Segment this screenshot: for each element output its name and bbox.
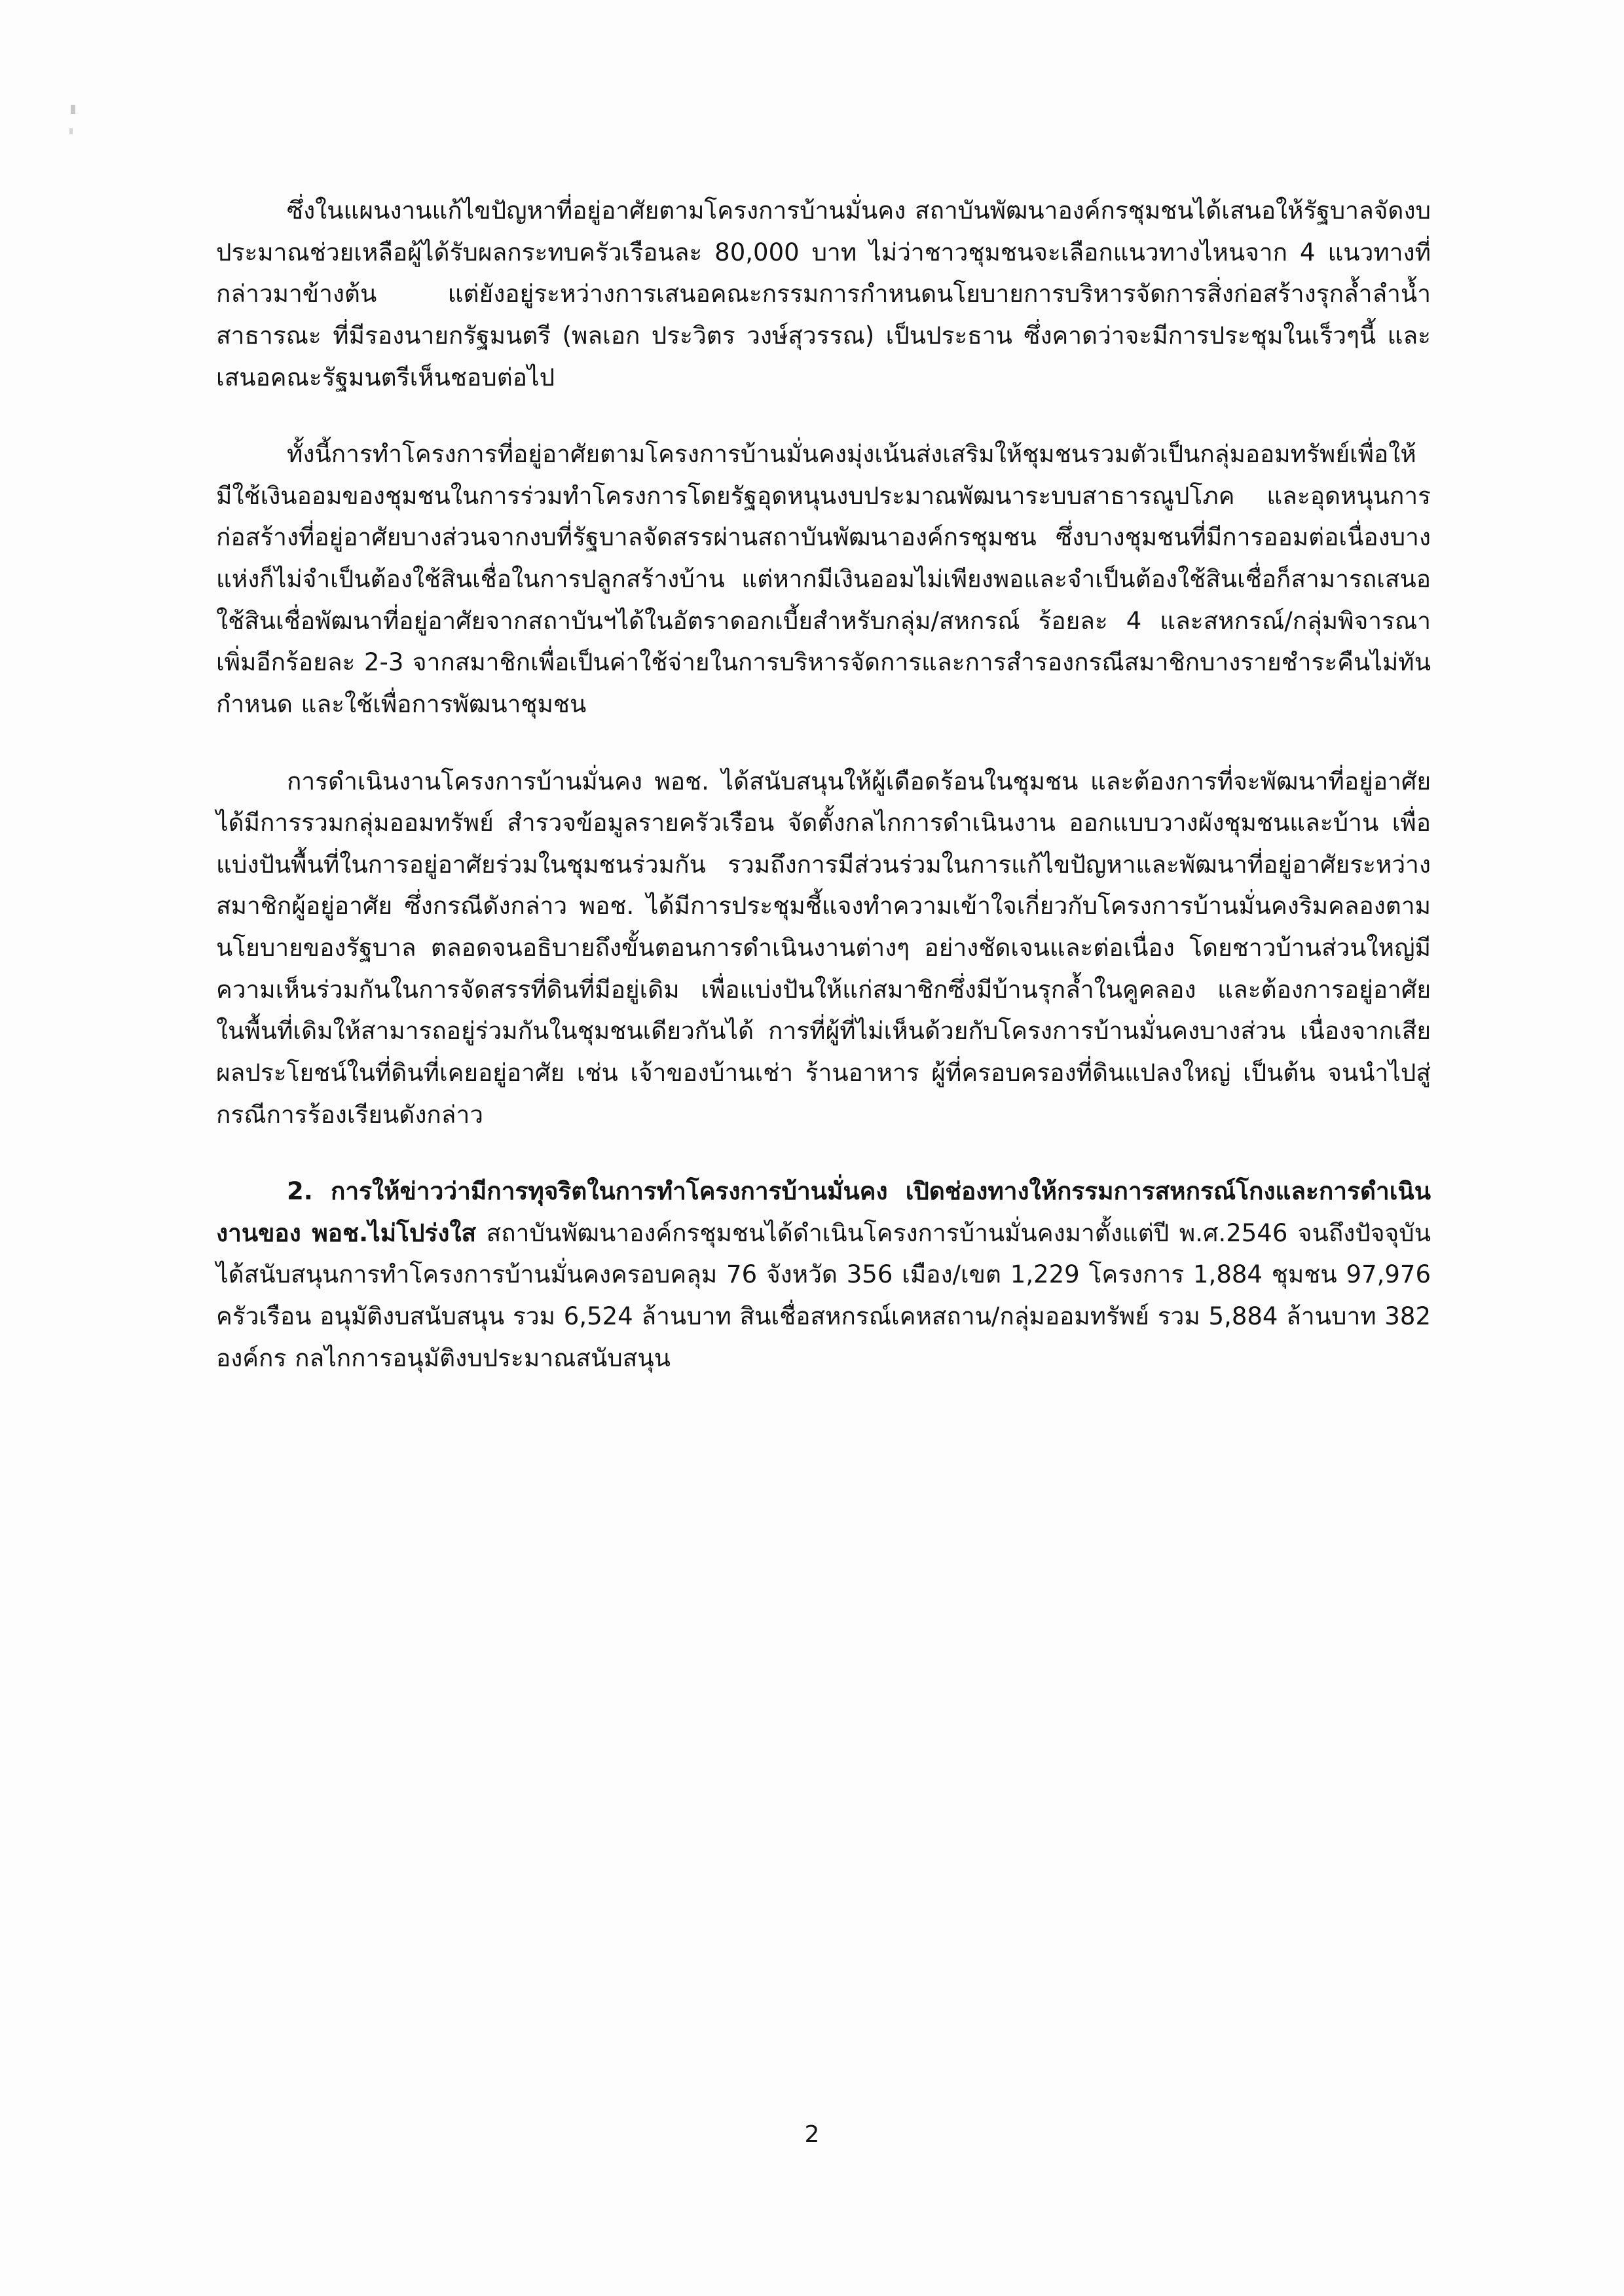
section-heading-2: 2. การให้ข่าวว่ามีการทุจริตในการทำโครงการบ้านมั่นคง เปิดช่องทางให้กรรมการสหกรณ์โกงและการดำเนินงานของ พอช.ไม่โปร่งใส xyxy=(216,1177,1431,1247)
scan-artifact-speck xyxy=(71,105,75,114)
paragraph-2: ทั้งนี้การทำโครงการที่อยู่อาศัยตามโครงการบ้านมั่นคงมุ่งเน้นส่งเสริมให้ชุมชนรวมตัวเป็นกลุ่มออมทรัพย์เพื่อให้มีใช้เงินออมของชุมชนในการร่วมทำโครงการโดยรัฐอุดหนุนงบประมาณพัฒนาระบบสาธารณูปโภค และอุดหนุนการก่อสร้างที่อยู่อาศัยบางส่วนจากงบที่รัฐบาลจัดสรรผ่านสถาบันพัฒนาองค์กรชุมชน ซึ่งบางชุมชนที่มีการออมต่อเนื่องบางแห่งก็ไม่จำเป็นต้องใช้สินเชื่อในการปลูกสร้างบ้าน แต่หากมีเงินออมไม่เพียงพอและจำเป็นต้องใช้สินเชื่อก็สามารถเสนอใช้สินเชื่อพัฒนาที่อยู่อาศัยจากสถาบันฯได้ในอัตราดอกเบี้ยสำหรับกลุ่ม/สหกรณ์ ร้อยละ 4 และสหกรณ์/กลุ่มพิจารณาเพิ่มอีกร้อยละ 2-3 จากสมาชิกเพื่อเป็นค่าใช้จ่ายในการบริหารจัดการและการสำรองกรณีสมาชิกบางรายชำระคืนไม่ทันกำหนด และใช้เพื่อการพัฒนาชุมชน xyxy=(216,440,1431,718)
paragraph-4 xyxy=(216,1171,1431,1379)
scan-artifact-speck xyxy=(69,128,73,134)
paragraph-3: การดำเนินงานโครงการบ้านมั่นคง พอช. ได้สนับสนุนให้ผู้เดือดร้อนในชุมชน และต้องการที่จะพัฒนาที่อยู่อาศัยได้มีการรวมกลุ่มออมทรัพย์ สำรวจข้อมูลรายครัวเรือน จัดตั้งกลไกการดำเนินงาน ออกแบบวางผังชุมชนและบ้าน เพื่อแบ่งปันพื้นที่ในการอยู่อาศัยร่วมในชุมชนร่วมกัน รวมถึงการมีส่วนร่วมในการแก้ไขปัญหาและพัฒนาที่อยู่อาศัยระหว่างสมาชิกผู้อยู่อาศัย ซึ่งกรณีดังกล่าว พอช. ได้มีการประชุมชี้แจงทำความเข้าใจเกี่ยวกับโครงการบ้านมั่นคงริมคลองตามนโยบายของรัฐบาล ตลอดจนอธิบายถึงขั้นตอนการดำเนินงานต่างๆ อย่างชัดเจนและต่อเนื่อง โดยชาวบ้านส่วนใหญ่มีความเห็นร่วมกันในการจัดสรรที่ดินที่มีอยู่เดิม เพื่อแบ่งปันให้แก่สมาชิกซึ่งมีบ้านรุกล้ำในคูคลอง และต้องการอยู่อาศัยในพื้นที่เดิมให้สามารถอยู่ร่วมกันในชุมชนเดียวกันได้ การที่ผู้ที่ไม่เห็นด้วยกับโครงการบ้านมั่นคงบางส่วน เนื่องจากเสียผลประโยชน์ในที่ดินที่เคยอยู่อาศัย เช่น เจ้าของบ้านเช่า ร้านอาหาร ผู้ที่ครอบครองที่ดินแปลงใหญ่ เป็นต้น จนนำไปสู่กรณีการร้องเรียนดังกล่าว xyxy=(216,767,1431,1129)
document-body xyxy=(216,190,1431,1414)
paragraph-1: ซึ่งในแผนงานแก้ไขปัญหาที่อยู่อาศัยตามโครงการบ้านมั่นคง สถาบันพัฒนาองค์กรชุมชนได้เสนอให้รัฐบาลจัดงบประมาณช่วยเหลือผู้ได้รับผลกระทบครัวเรือนละ 80,000 บาท ไม่ว่าชาวชุมชนจะเลือกแนวทางไหนจาก 4 แนวทางที่กล่าวมาข้างต้น แต่ยังอยู่ระหว่างการเสนอคณะกรรมการกำหนดนโยบายการบริหารจัดการสิ่งก่อสร้างรุกล้ำลำน้ำสาธารณะ ที่มีรองนายกรัฐมนตรี (พลเอก ประวิตร วงษ์สุวรรณ) เป็นประธาน ซึ่งคาดว่าจะมีการประชุมในเร็วๆนี้ และเสนอคณะรัฐมนตรีเห็นชอบต่อไป xyxy=(216,196,1431,392)
section-2-body: สถาบันพัฒนาองค์กรชุมชนได้ดำเนินโครงการบ้านมั่นคงมาตั้งแต่ปี พ.ศ.2546 จนถึงปัจจุบันได้สนับสนุนการทำโครงการบ้านมั่นคงครอบคลุม 76 จังหวัด 356 เมือง/เขต 1,229 โครงการ 1,884 ชุมชน 97,976 ครัวเรือน อนุมัติงบสนับสนุน รวม 6,524 ล้านบาท สินเชื่อสหกรณ์เคหสถาน/กลุ่มออมทรัพย์ รวม 5,884 ล้านบาท 382 องค์กร กลไกการอนุมัติงบประมาณสนับสนุน xyxy=(216,1218,1431,1372)
page-number: 2 xyxy=(804,2121,820,2148)
